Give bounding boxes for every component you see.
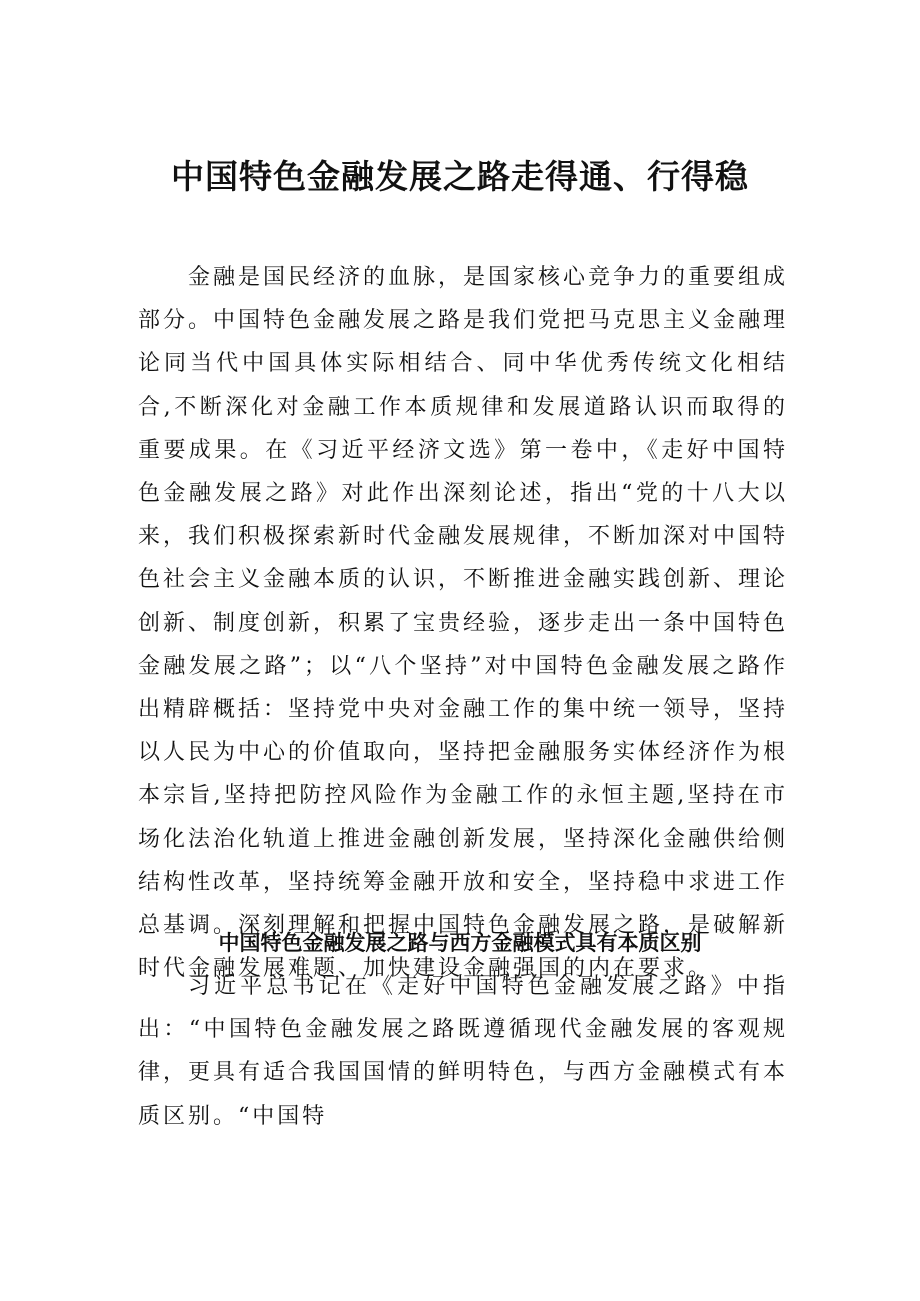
section-paragraph: 习近平总书记在《走好中国特色金融发展之路》中指出：“中国特色金融发展之路既遵循现代金融发展的客观规律，更具有适合我国国情的鲜明特色，与西方金融模式有本质区别。“中国特: [138, 974, 789, 1129]
document-title: 中国特色金融发展之路走得通、行得稳: [171, 157, 749, 196]
body-paragraph: 金融是国民经济的血脉，是国家核心竞争力的重要组成部分。中国特色金融发展之路是我们党把马克思主义金融理论同当代中国具体实际相结合、同中华优秀传统文化相结合,不断深化对金融工作本质规律和发展道路认识而取得的重要成果。在《习近平经济文选》第一卷中，《走好中国特色金融发展之路》对此作出深刻论述，指出“党的十八大以来，我们积极探索新时代金融发展规律，不断加深对中国特色社会主义金融本质的认识，不断推进金融实践创新、理论创新、制度创新，积累了宝贵经验，逐步走出一条中国特色金融发展之路”；以“八个坚持”对中国特色金融发展之路作出精辟概括：坚持党中央对金融工作的集中统一领导，坚持以人民为中心的价值取向，坚持把金融服务实体经济作为根本宗旨,坚持把防控风险作为金融工作的永恒主题,坚持在市场化法治化轨道上推进金融创新发展，坚持深化金融供给侧结构性改革，坚持统筹金融开放和安全，坚持稳中求进工作总基调。深刻理解和把握中国特色金融发展之路，是破解新时代金融发展难题、加快建设金融强国的内在要求。: [138, 265, 789, 982]
section-heading: 中国特色金融发展之路与西方金融模式具有本质区别: [218, 931, 702, 955]
